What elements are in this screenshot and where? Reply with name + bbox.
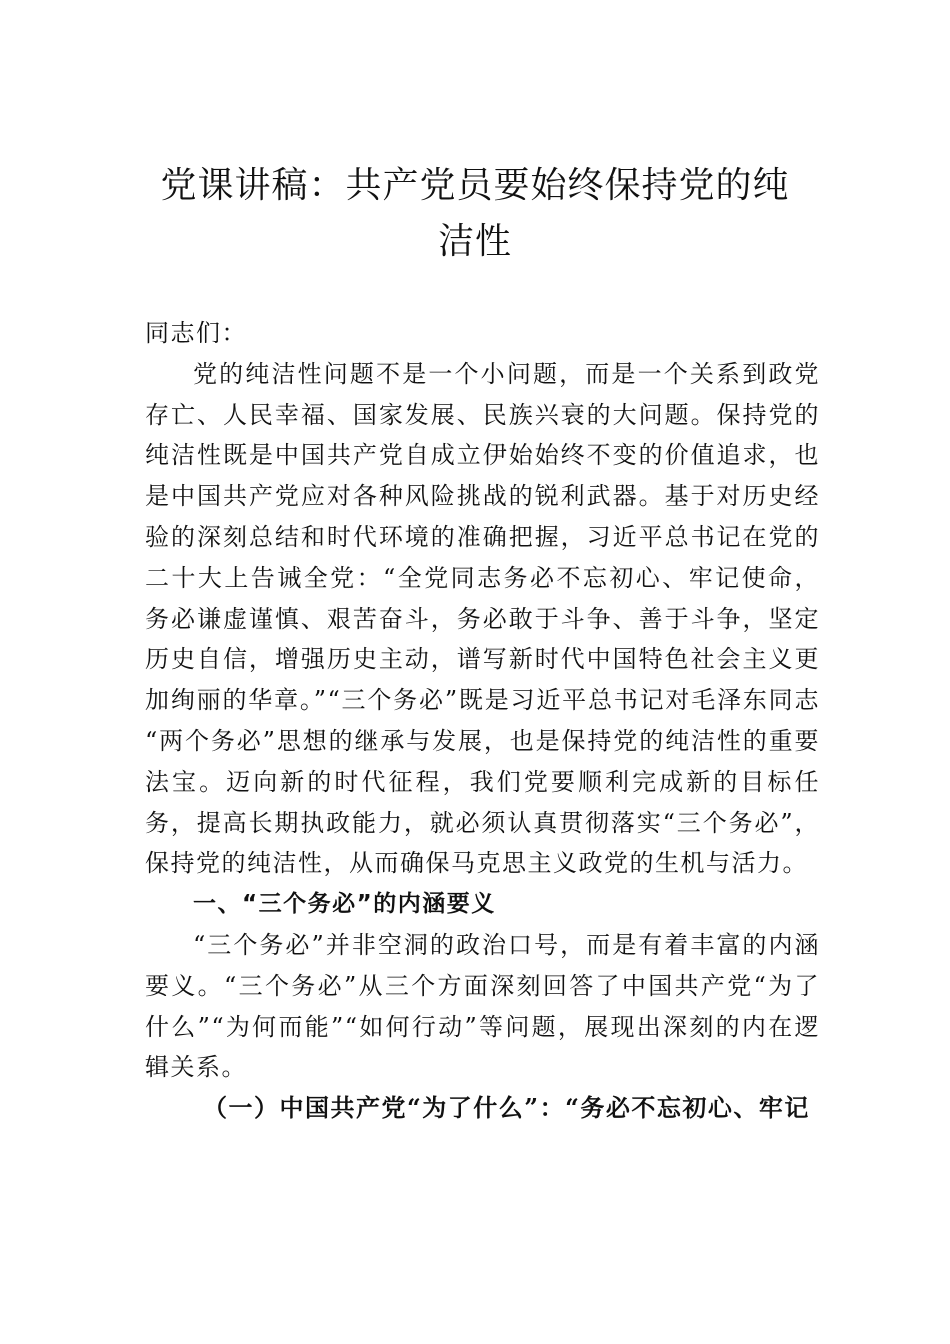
document-body bbox=[145, 313, 820, 1129]
salutation: 同志们： bbox=[145, 319, 247, 347]
intro-paragraph: 党的纯洁性问题不是一个小问题，而是一个关系到政党存亡、人民幸福、国家发展、民族兴衰的大问题。保持党的纯洁性既是中国共产党自成立伊始始终不变的价值追求，也是中国共产党应对各种风险挑战的锐利武器。基于对历史经验的深刻总结和时代环境的准确把握，习近平总书记在党的二十大上告诫全党：“全党同志务必不忘初心、牢记使命，务必谦虚谨慎、艰苦奋斗，务必敢于斗争、善于斗争，坚定历史自信，增强历史主动，谱写新时代中国特色社会主义更加绚丽的华章。”“三个务必”既是习近平总书记对毛泽东同志 “两个务必”思想的继承与发展，也是保持党的纯洁性的重要法宝。迈向新的时代征程，我们党要顺利完成新的目标任务，提高长期执政能力，就必须认真贯彻落实“三个务必”，保持党的纯洁性，从而确保马克思主义政党的生机与活力。 bbox=[145, 359, 820, 878]
document-title: 党课讲稿：共产党员要始终保持党的纯洁性 bbox=[160, 165, 790, 262]
section-1-paragraph: “三个务必”并非空洞的政治口号，而是有着丰富的内涵要义。“三个务必”从三个方面深刻回答了中国共产党“为了什么”“为何而能”“如何行动”等问题，展现出深刻的内在逻辑关系。 bbox=[145, 930, 820, 1082]
section-heading-1: 一、“三个务必”的内涵要义 bbox=[193, 891, 496, 918]
subsection-heading-1: （一）中国共产党“为了什么”：“务必不忘初心、牢记 bbox=[203, 1093, 810, 1123]
